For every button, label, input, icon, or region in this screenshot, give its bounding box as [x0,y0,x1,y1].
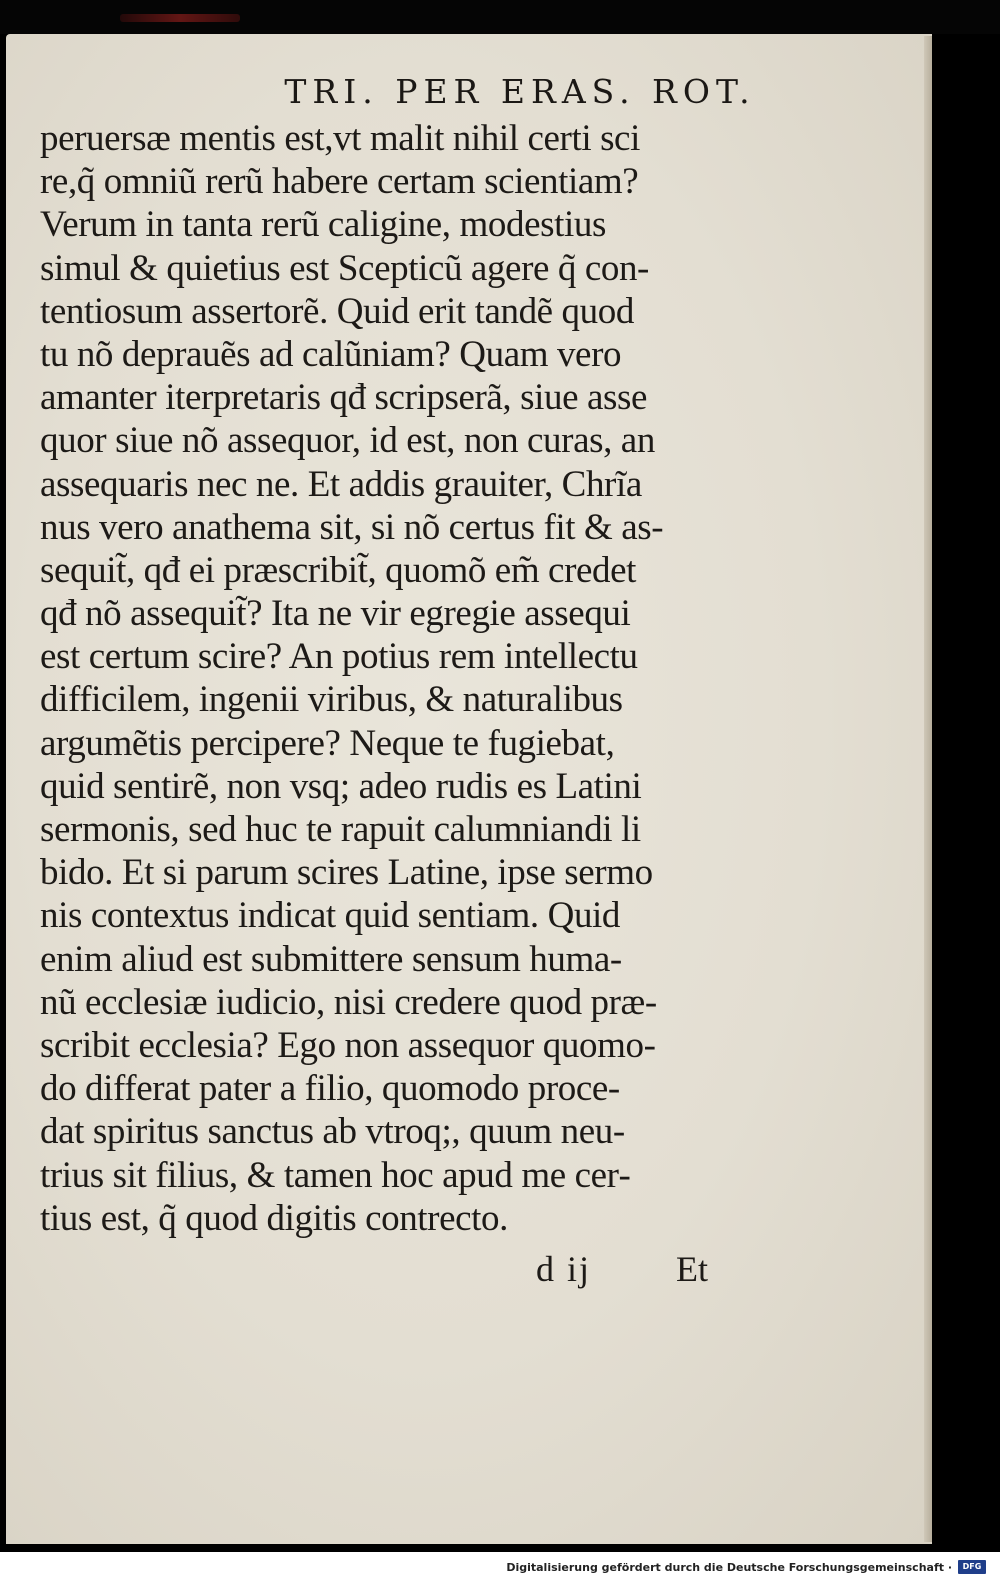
text-line: dat spiritus sanctus ab vtroq;, quum neu‑ [40,1111,625,1153]
text-line: bido. Et si parum scires Latine, ipse sermo [40,852,653,894]
text-line: sermonis, sed huc te rapuit calumniandi li [40,809,641,850]
text-line: nus vero anathema sit, si nõ certus fit & as‑ [40,506,664,548]
body-text [40,117,740,1240]
text-line: tentiosum assertorẽ. Quid erit tandẽ quod [40,290,634,332]
footer-bar [0,1552,1000,1590]
text-line: difficilem, ingenii viribus, & naturalibus [40,679,623,721]
text-line: enim aliud est submittere sensum huma‑ [40,938,622,980]
text-line: scribit ecclesia? Ego non assequor quomo‑ [40,1024,656,1066]
text-line: quor siue nõ assequor, id est, non curas, an [40,420,655,462]
text-line: est certum scire? An potius rem intellectu [40,636,638,678]
dfg-logo: DFG [958,1560,986,1574]
bookmark-ribbon [120,14,240,22]
text-line: quid sentirẽ, non vsq; adeo rudis es Latini [40,765,642,807]
text-line: re,q̃ omniũ rerũ habere certam scientiam? [40,161,639,203]
text-line: argumẽtis percipere? Neque te fugiebat, [40,722,615,764]
page-edge [924,36,932,1542]
text-line: simul & quietius est Scepticũ agere q̃ con‑ [40,247,649,289]
text-line: amanter iterpretaris qđ scripserã, siue asse [40,377,648,419]
running-head: TRI. PER ERAS. ROT. [284,72,756,111]
text-line: assequaris nec ne. Et addis grauiter, Chrĩa [40,463,642,505]
text-line: nũ ecclesiæ iudicio, nisi credere quod præ‑ [40,981,657,1023]
text-line: tu nõ deprauẽs ad calũniam? Quam vero [40,333,622,375]
text-line: Verum in tanta rerũ caligine, modestius [40,204,606,246]
text-line: nis contextus indicat quid sentiam. Quid [40,895,621,937]
text-line: tius est, q̃ quod digitis contrecto. [40,1197,508,1239]
signature-mark: d ij [536,1249,592,1289]
text-line: do differat pater a filio, quomodo proce‑ [40,1068,620,1110]
text-line: qđ nõ assequit̃? Ita ne vir egregie assequi [40,593,631,635]
text-line: sequit̃, qđ ei præscribit̃, quomõ em̃ credet [40,549,637,591]
catchword: Et [676,1249,708,1289]
footer-credit: Digitalisierung gefördert durch die Deutsche Forschungsgemeinschaft · [506,1561,952,1574]
text-line: peruersæ mentis est,vt malit nihil certi sci [40,118,640,159]
top-dark-strip [0,0,1000,34]
text-line: trius sit filius, & tamen hoc apud me cer‑ [40,1154,631,1196]
